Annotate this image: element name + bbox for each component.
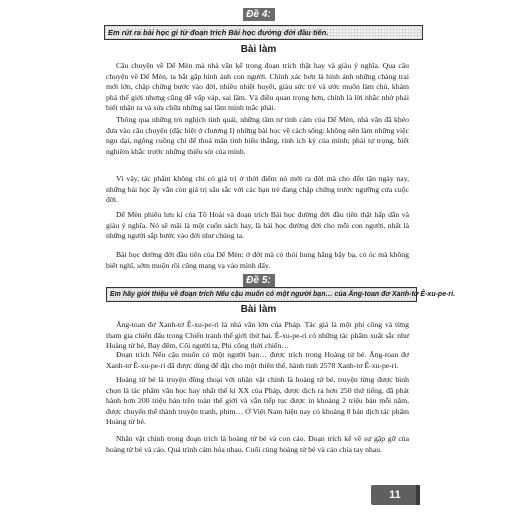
paragraph: Vì vậy, tác phẩm không chỉ có giá trị ở thời điểm nó mới ra đời mà cho đến tận ngày nay, những bài học ấy vẫn còn giá trị sâu sắc với các bạn trẻ đang chập chững trước ngưỡng cửa cuộc đời. xyxy=(106,174,409,204)
paragraph: Bài học đường đời đầu tiên của Dế Mèn: ở đời mà có thói hung hăng bậy bạ, có óc mà không biết nghĩ, sớm muộn rồi cũng mang vạ vào mình đấy. xyxy=(106,250,409,270)
section-tag-4: Đề 4: xyxy=(243,8,275,21)
question-box-4: Em rút ra bài học gì từ đoạn trích Bài học đường đời đầu tiên. xyxy=(104,25,423,40)
paragraph: Thông qua những trò nghịch tinh quái, những tâm tư tình cảm của Dế Mèn, nhà văn đã khéo đưa vào câu chuyện (đặc biệt ở chương I) những bài học về cách sống: không nên làm những việc ngu dại, ngông cuồng chỉ để thoả mãn tính hiếu thắng, tính ích kỷ của mình; phải tự trọng, biết nghiêm khắc trước những thiếu sót của mình. xyxy=(106,115,409,156)
paragraph: Dế Mèn phiêu lưu kí của Tô Hoài và đoạn trích Bài học đường đời đầu tiên thật hấp dẫn và giàu ý nghĩa. Nó sẽ mãi là một cuốn sách hay, là bài học đường đời cho mỗi con người, nhất là những người sắp bước vào đời như chúng ta. xyxy=(106,210,409,240)
answer-heading-5: Bài làm xyxy=(240,304,277,315)
page-number: 11 xyxy=(371,485,419,505)
paragraph: Câu chuyện về Dế Mèn mà nhà văn kể trong đoạn trích thật hay và giàu ý nghĩa. Qua câu chuyện về Dế Mèn, ta bắt gặp hình ảnh con người. Chính xác hơn là hình ảnh những chàng trai mới lớn, chập chững bước vào đời, nhiều nhiệt huyết, giàu sức trẻ và ước muốn làm chủ, khám phá thế giới nhưng cũng dễ vấp váp, sai lầm. Và điều quan trọng hơn, chính là lời nhắc nhở phải biết nhận ra và sửa chữa những sai lầm mình mắc phải. xyxy=(106,61,409,112)
section-tag-5: Đề 5: xyxy=(243,274,275,287)
paragraph: Đoạn trích Nếu cậu muốn có một người bạn… được trích trong Hoàng tử bé. Ăng-toan đơ Xanh-tơ Ê-xu-pe-ri đã được dùng để đặt cho một thiên thể, hành tinh 2578 Xanh-tơ Ê-xu-pe-ri. xyxy=(106,350,409,370)
question-box-5: Em hãy giới thiệu về đoạn trích Nếu cậu muốn có một người bạn… của Ăng-toan đơ Xanh-tơ Ê-xu-pe-ri. xyxy=(106,287,417,302)
paragraph: Hoàng tử bé là truyện đồng thoại với nhân vật chính là hoàng tử bé, truyện từng được bình chọn là tác phẩm văn học hay nhất thế kỉ XX của Pháp, được dịch ra hơn 250 thứ tiếng, đã phát hành hơn 200 triệu bản trên toàn thế giới và vẫn tiếp tục được in khoảng 2 triệu bản mỗi năm, được chuyển thể thành truyện tranh, phim… Ở Việt Nam hiện nay có khoảng 8 bản dịch tác phẩm Hoàng tử bé. xyxy=(106,375,409,426)
paragraph: Nhân vật chính trong đoạn trích là hoàng tử bé và con cáo. Đoạn trích kể về sự gặp gỡ của hoàng tử bé và cáo. Quá trình cảm hóa nhau. Cuối cùng hoàng tử bé và cáo chia tay nhau. xyxy=(106,434,409,454)
answer-heading-4: Bài làm xyxy=(240,44,277,55)
paragraph: Ăng-toan đơ Xanh-tơ Ê-xu-pe-ri là nhà văn lớn của Pháp. Tác giả là một phi công và từng tham gia chiến đấu trong Chiến tranh thế giới thứ hai. Ê-xu-pe-ri có những tác phẩm xuất sắc như Hoàng tử bé, Bay đêm, Cõi người ta, Phi công thời chiến… xyxy=(106,320,409,350)
page-number-strip xyxy=(416,485,420,505)
